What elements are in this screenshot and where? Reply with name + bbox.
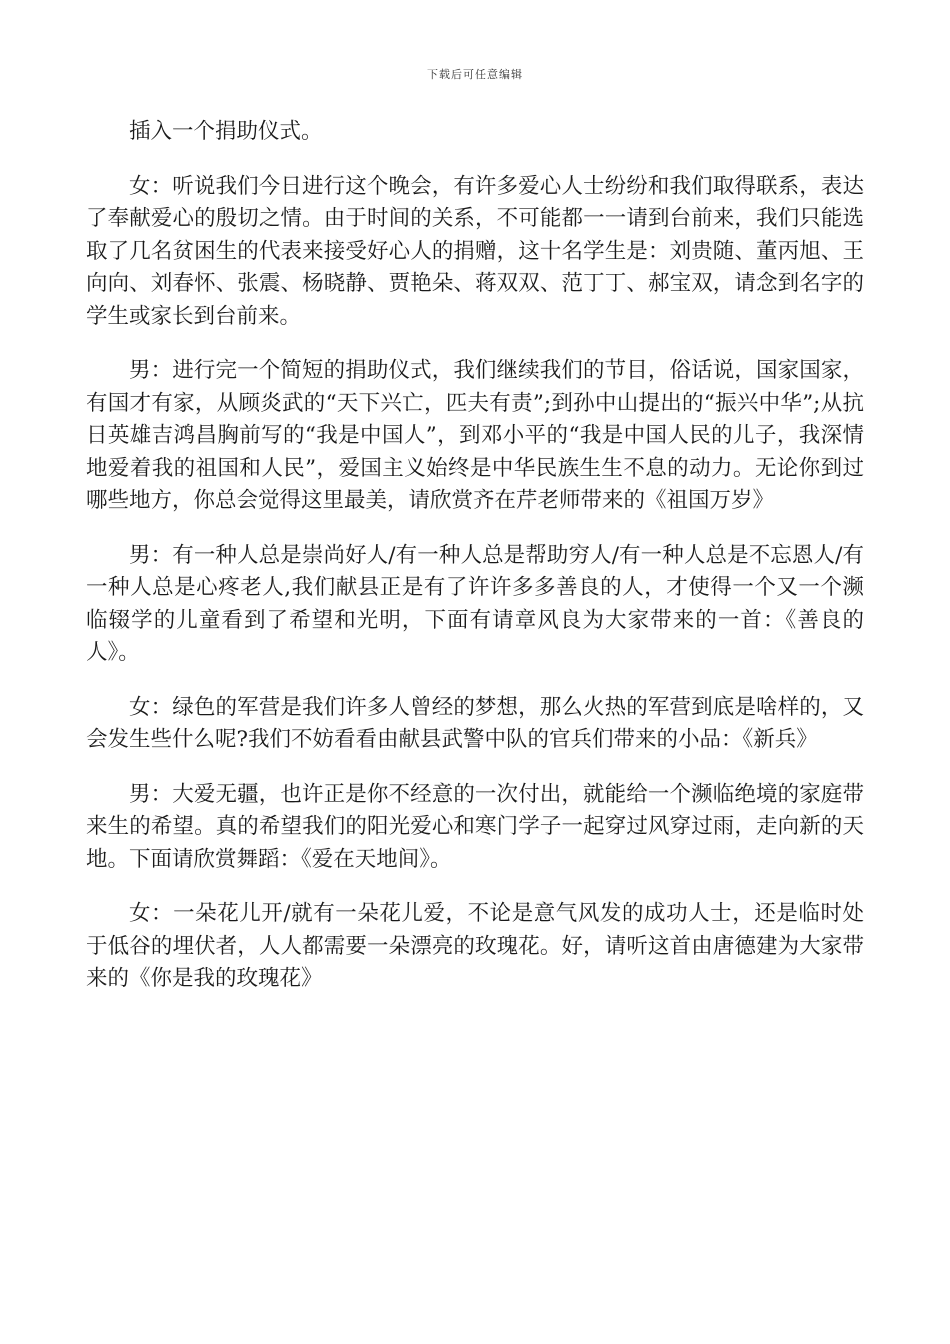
paragraph-dance: 男：大爱无疆，也许正是你不经意的一次付出，就能给一个濒临绝境的家庭带来生的希望。真的希望我们的阳光爱心和寒门学子一起穿过风穿过雨，走向新的天地。下面请欣赏舞蹈：《爱在天地间》。 [86,781,864,872]
paragraph-donation-ceremony: 插入一个捐助仪式。 [129,119,323,144]
paragraph-military-skit: 女：绿色的军营是我们许多人曾经的梦想，那么火热的军营到底是啥样的，又会发生些什么呢?我们不妨看看由献县武警中队的官兵们带来的小品：《新兵》 [86,694,864,752]
paragraph-patriotism: 男：进行完一个简短的捐助仪式，我们继续我们的节目，俗话说，国家国家，有国才有家，从顾炎武的“天下兴亡，匹夫有责”;到孙中山提出的“振兴中华”;从抗日英雄吉鸿昌胸前写的“我是中国人”，到邓小平的“我是中国人民的儿子，我深情地爱着我的祖国和人民”，爱国主义始终是中华民族生生不息的动力。无论你到过哪些地方，你总会觉得这里最美，请欣赏齐在芹老师带来的《祖国万岁》 [86,358,864,513]
paragraph-donor-announcement: 女：听说我们今日进行这个晚会，有许多爱心人士纷纷和我们取得联系，表达了奉献爱心的殷切之情。由于时间的关系，不可能都一一请到台前来，我们只能选取了几名贫困生的代表来接受好心人的捐赠，这十名学生是：刘贵随、董丙旭、王向向、刘春怀、张震、杨晓静、贾艳朵、蒋双双、范丁丁、郝宝双，请念到名字的学生或家长到台前来。 [86,173,864,329]
document-body [86,116,864,1018]
page-header: 下载后可任意编辑 [427,68,523,81]
paragraph-kind-people: 男：有一种人总是崇尚好人/有一种人总是帮助穷人/有一种人总是不忘恩人/有一种人总是心疼老人,我们献县正是有了许许多多善良的人，才使得一个又一个濒临辍学的儿童看到了希望和光明，下面有请章风良为大家带来的一首：《善良的人》。 [86,542,864,665]
paragraph-rose-song: 女：一朵花儿开/就有一朵花儿爱，不论是意气风发的成功人士，还是临时处于低谷的埋伏者，人人都需要一朵漂亮的玫瑰花。好，请听这首由唐德建为大家带来的《你是我的玫瑰花》 [86,901,864,991]
